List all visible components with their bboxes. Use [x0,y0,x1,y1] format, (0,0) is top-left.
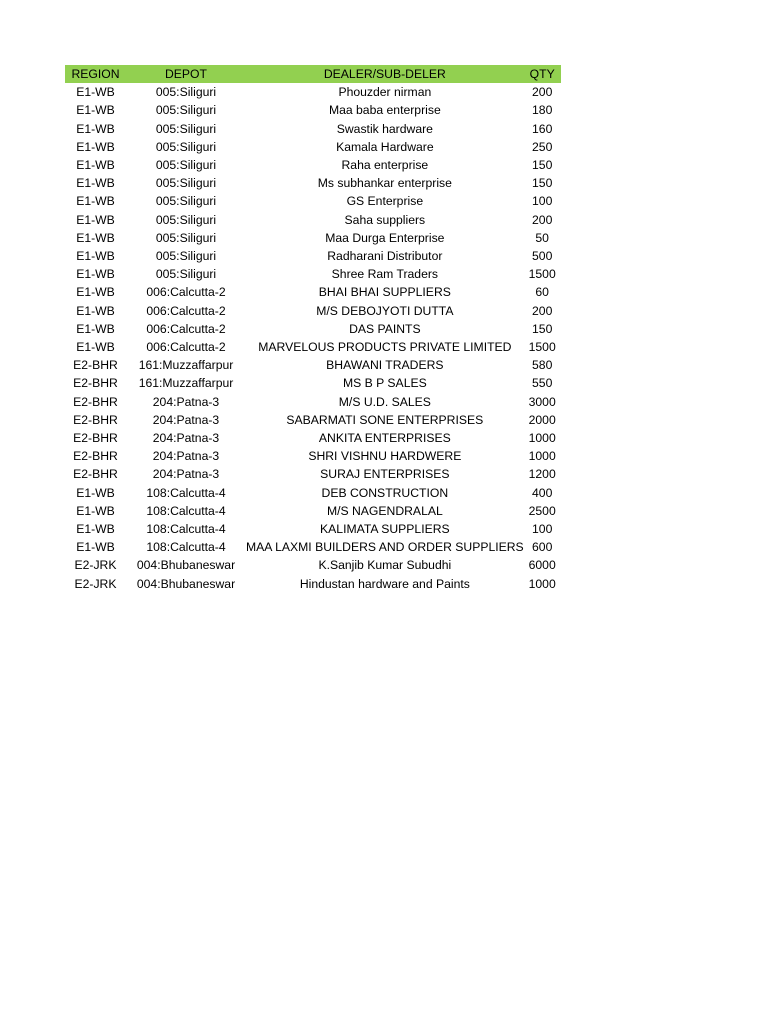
table-row [65,265,561,283]
cell-dealer: Radharani Distributor [327,249,443,264]
cell-qty: 6000 [528,558,556,573]
cell-region: E2-BHR [73,449,118,464]
cell-depot: 005:Siliguri [155,103,217,118]
cell-depot: 108:Calcutta-4 [146,503,226,518]
cell-dealer: DAS PAINTS [349,321,421,336]
cell-depot: 006:Calcutta-2 [146,340,226,355]
cell-qty: 200 [532,85,553,100]
table-row [65,447,561,465]
cell-qty: 180 [532,103,553,118]
table-row [65,393,561,411]
cell-dealer: DEB CONSTRUCTION [321,485,449,500]
cell-qty: 150 [532,321,553,336]
cell-region: E1-WB [76,249,115,264]
cell-depot: 004:Bhubaneswar [136,558,236,573]
cell-depot: 005:Siliguri [155,176,217,191]
cell-region: E1-WB [76,340,115,355]
cell-dealer: Kamala Hardware [336,139,434,154]
cell-dealer: MS B P SALES [342,376,427,391]
cell-depot: 108:Calcutta-4 [146,522,226,537]
cell-dealer: Phouzder nirman [338,85,432,100]
table-row [65,192,561,210]
cell-region: E1-WB [76,158,115,173]
header-depot: DEPOT [165,67,207,81]
cell-depot: 161:Muzzaffarpur [138,376,234,391]
cell-region: E1-WB [76,267,115,282]
cell-depot: 005:Siliguri [155,267,217,282]
cell-depot: 204:Patna-3 [152,449,220,464]
table-row [65,156,561,174]
table-header [65,65,561,83]
table-row [65,575,561,593]
table-row [65,556,561,574]
cell-dealer: BHAI BHAI SUPPLIERS [318,285,451,300]
table-row [65,120,561,138]
cell-qty: 500 [532,249,553,264]
cell-region: E2-BHR [73,412,118,427]
cell-qty: 1500 [528,267,556,282]
cell-region: E1-WB [76,121,115,136]
cell-dealer: Maa baba enterprise [328,103,441,118]
cell-region: E1-WB [76,230,115,245]
table-row [65,502,561,520]
cell-dealer: Raha enterprise [341,158,429,173]
table-row [65,338,561,356]
cell-region: E1-WB [76,176,115,191]
cell-dealer: Swastik hardware [336,121,433,136]
table-row [65,83,561,101]
cell-qty: 580 [532,358,553,373]
cell-depot: 006:Calcutta-2 [146,285,226,300]
cell-region: E1-WB [76,194,115,209]
dealer-table [65,65,561,593]
cell-qty: 150 [532,176,553,191]
cell-qty: 550 [532,376,553,391]
cell-region: E1-WB [76,212,115,227]
cell-dealer: ANKITA ENTERPRISES [318,431,451,446]
cell-region: E1-WB [76,503,115,518]
cell-depot: 005:Siliguri [155,212,217,227]
header-row [65,65,561,83]
cell-qty: 2000 [528,412,556,427]
cell-dealer: SHRI VISHNU HARDWERE [308,449,462,464]
cell-qty: 200 [532,303,553,318]
cell-region: E2-BHR [73,376,118,391]
cell-region: E1-WB [76,85,115,100]
table-row [65,247,561,265]
cell-depot: 108:Calcutta-4 [146,485,226,500]
cell-region: E1-WB [76,139,115,154]
table-row [65,374,561,392]
cell-depot: 005:Siliguri [155,230,217,245]
cell-depot: 204:Patna-3 [152,394,220,409]
cell-depot: 204:Patna-3 [152,467,220,482]
cell-depot: 006:Calcutta-2 [146,303,226,318]
table-row [65,101,561,119]
cell-depot: 006:Calcutta-2 [146,321,226,336]
table-row [65,138,561,156]
cell-dealer: M/S NAGENDRALAL [326,503,443,518]
cell-qty: 1000 [528,431,556,446]
cell-region: E2-BHR [73,467,118,482]
table-row [65,538,561,556]
cell-region: E1-WB [76,522,115,537]
cell-qty: 250 [532,139,553,154]
table-row [65,411,561,429]
table-row [65,229,561,247]
table-row [65,484,561,502]
cell-depot: 005:Siliguri [155,139,217,154]
cell-region: E2-JRK [74,576,117,591]
cell-dealer: M/S U.D. SALES [338,394,431,409]
cell-dealer: Saha suppliers [344,212,426,227]
cell-dealer: Hindustan hardware and Paints [299,576,470,591]
cell-qty: 1500 [528,340,556,355]
cell-qty: 50 [535,230,549,245]
cell-dealer: BHAWANI TRADERS [326,358,444,373]
cell-dealer: Maa Durga Enterprise [325,230,445,245]
table-row [65,429,561,447]
cell-qty: 1200 [528,467,556,482]
cell-qty: 60 [535,285,549,300]
cell-qty: 3000 [528,394,556,409]
cell-qty: 160 [532,121,553,136]
cell-dealer: Shree Ram Traders [331,267,439,282]
cell-depot: 108:Calcutta-4 [146,540,226,555]
cell-region: E2-BHR [73,358,118,373]
cell-qty: 1000 [528,576,556,591]
header-qty: QTY [529,67,555,81]
cell-dealer: MAA LAXMI BUILDERS AND ORDER SUPPLIERS [246,540,524,555]
cell-depot: 005:Siliguri [155,194,217,209]
table-body [65,83,561,593]
cell-qty: 150 [532,158,553,173]
cell-dealer: SURAJ ENTERPRISES [320,467,450,482]
cell-region: E2-BHR [73,431,118,446]
cell-dealer: KALIMATA SUPPLIERS [320,522,450,537]
table-row [65,356,561,374]
cell-qty: 200 [532,212,553,227]
table-row [65,211,561,229]
cell-region: E1-WB [76,485,115,500]
cell-region: E2-BHR [73,394,118,409]
cell-region: E1-WB [76,285,115,300]
cell-qty: 400 [532,485,553,500]
cell-qty: 100 [532,522,553,537]
table-row [65,174,561,192]
cell-region: E1-WB [76,103,115,118]
cell-depot: 004:Bhubaneswar [136,576,236,591]
cell-dealer: SABARMATI SONE ENTERPRISES [286,412,484,427]
cell-depot: 005:Siliguri [155,121,217,136]
cell-dealer: MARVELOUS PRODUCTS PRIVATE LIMITED [258,340,512,355]
table-row [65,320,561,338]
cell-region: E1-WB [76,303,115,318]
cell-dealer: Ms subhankar enterprise [317,176,452,191]
cell-region: E2-JRK [74,558,117,573]
cell-region: E1-WB [76,321,115,336]
table-row [65,520,561,538]
cell-depot: 161:Muzzaffarpur [138,358,234,373]
cell-depot: 005:Siliguri [155,249,217,264]
header-dealer: DEALER/SUB-DELER [323,67,446,81]
header-region: REGION [71,67,120,81]
cell-depot: 005:Siliguri [155,158,217,173]
cell-qty: 100 [532,194,553,209]
table-row [65,465,561,483]
cell-depot: 005:Siliguri [155,85,217,100]
cell-qty: 1000 [528,449,556,464]
cell-region: E1-WB [76,540,115,555]
cell-depot: 204:Patna-3 [152,431,220,446]
cell-dealer: M/S DEBOJYOTI DUTTA [316,303,454,318]
cell-qty: 2500 [528,503,556,518]
table-row [65,283,561,301]
cell-dealer: GS Enterprise [346,194,424,209]
cell-dealer: K.Sanjib Kumar Subudhi [318,558,452,573]
table-row [65,302,561,320]
cell-depot: 204:Patna-3 [152,412,220,427]
cell-qty: 600 [532,540,553,555]
